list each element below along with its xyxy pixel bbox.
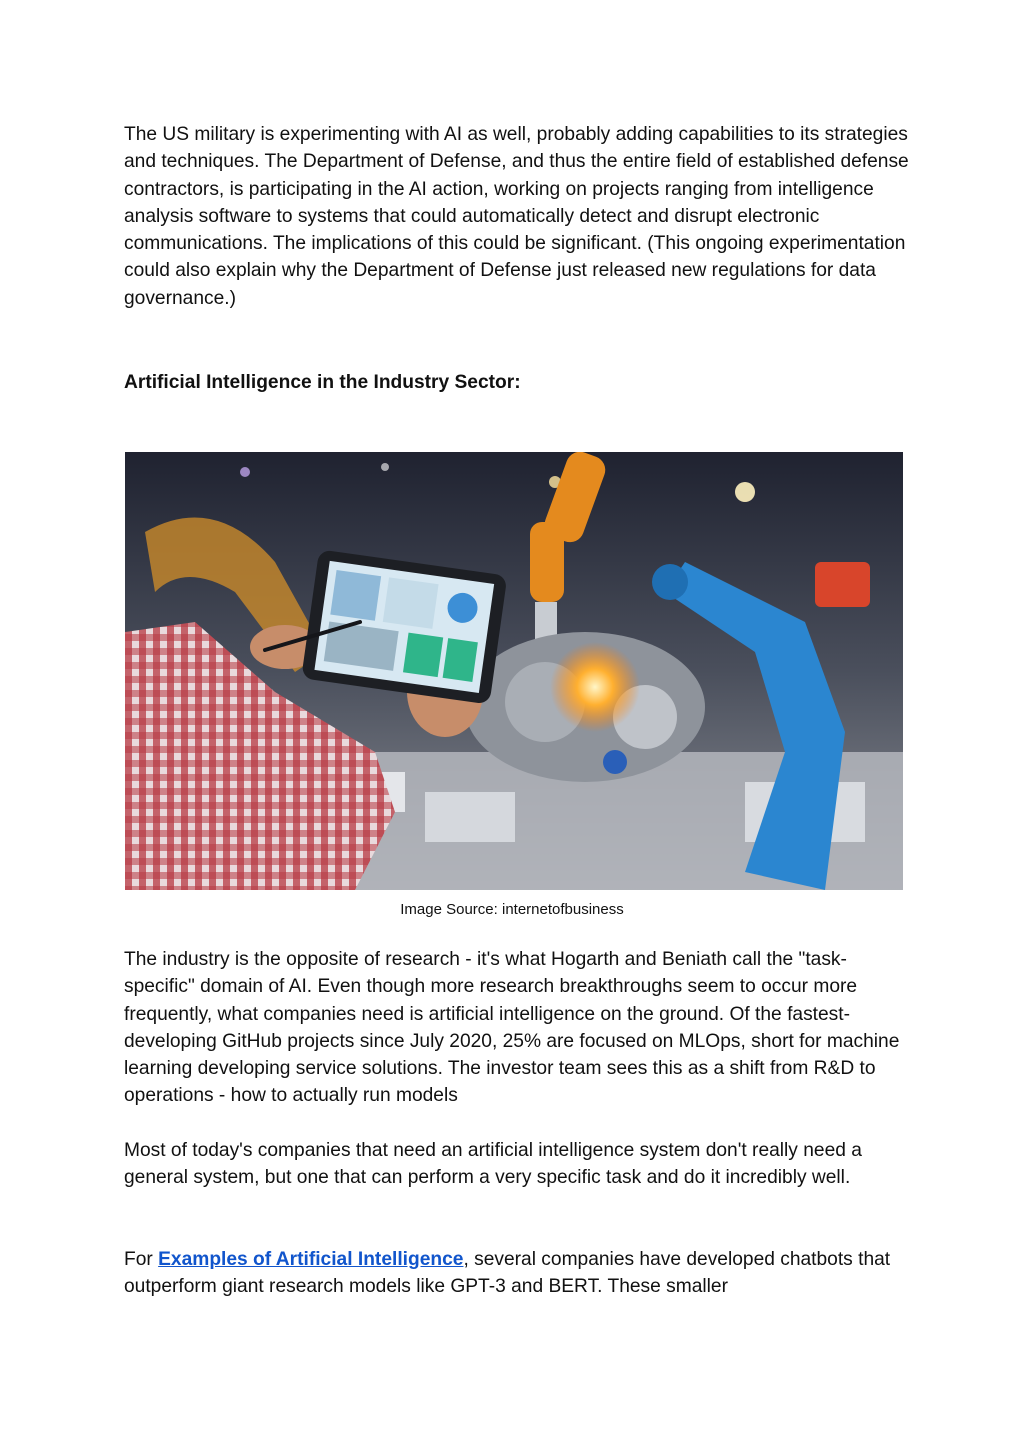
paragraph-military: The US military is experimenting with AI as well, probably adding capabilities to its strategies and techniques. The Department of Defense, and thus the entire field of established defense contractors, is participating in the AI action, working on projects ranging from intelligence analysis software to systems that could automatically detect and disrupt electronic communications. The implications of this could be significant. (This ongoing experimentation could also explain why the Department of Defense just released new regulations for data governance.) — [124, 124, 909, 309]
paragraph-examples-suffix: , several companies have developed chatbots that outperform giant research models like GPT-3 and BERT. These smaller — [124, 1249, 891, 1298]
robot-photo-illustration — [125, 452, 903, 890]
paragraph-companies: Most of today's companies that need an artificial intelligence system don't really need a general system, but one that can perform a very specific task and do it incredibly well. — [124, 1140, 862, 1189]
image-caption: Image Source: internetofbusiness — [400, 901, 624, 918]
paragraph-examples-prefix: For — [124, 1249, 159, 1270]
section-heading: Artificial Intelligence in the Industry Sector: — [124, 372, 521, 393]
examples-of-ai-link[interactable]: Examples of Artificial Intelligence — [158, 1249, 464, 1270]
paragraph-industry: The industry is the opposite of research - it's what Hogarth and Beniath call the "task-specific" domain of AI. Even though more research breakthroughs seem to occur more frequently, what companies need is artificial intelligence on the ground. Of the fastest-developing GitHub projects since July 2020, 25% are focused on MLOps, short for machine learning developing service solutions. The investor team sees this as a shift from R&D to operations - how to actually run models — [124, 949, 900, 1107]
industry-robot-photo — [125, 452, 903, 890]
paragraph-examples — [124, 1246, 914, 1301]
